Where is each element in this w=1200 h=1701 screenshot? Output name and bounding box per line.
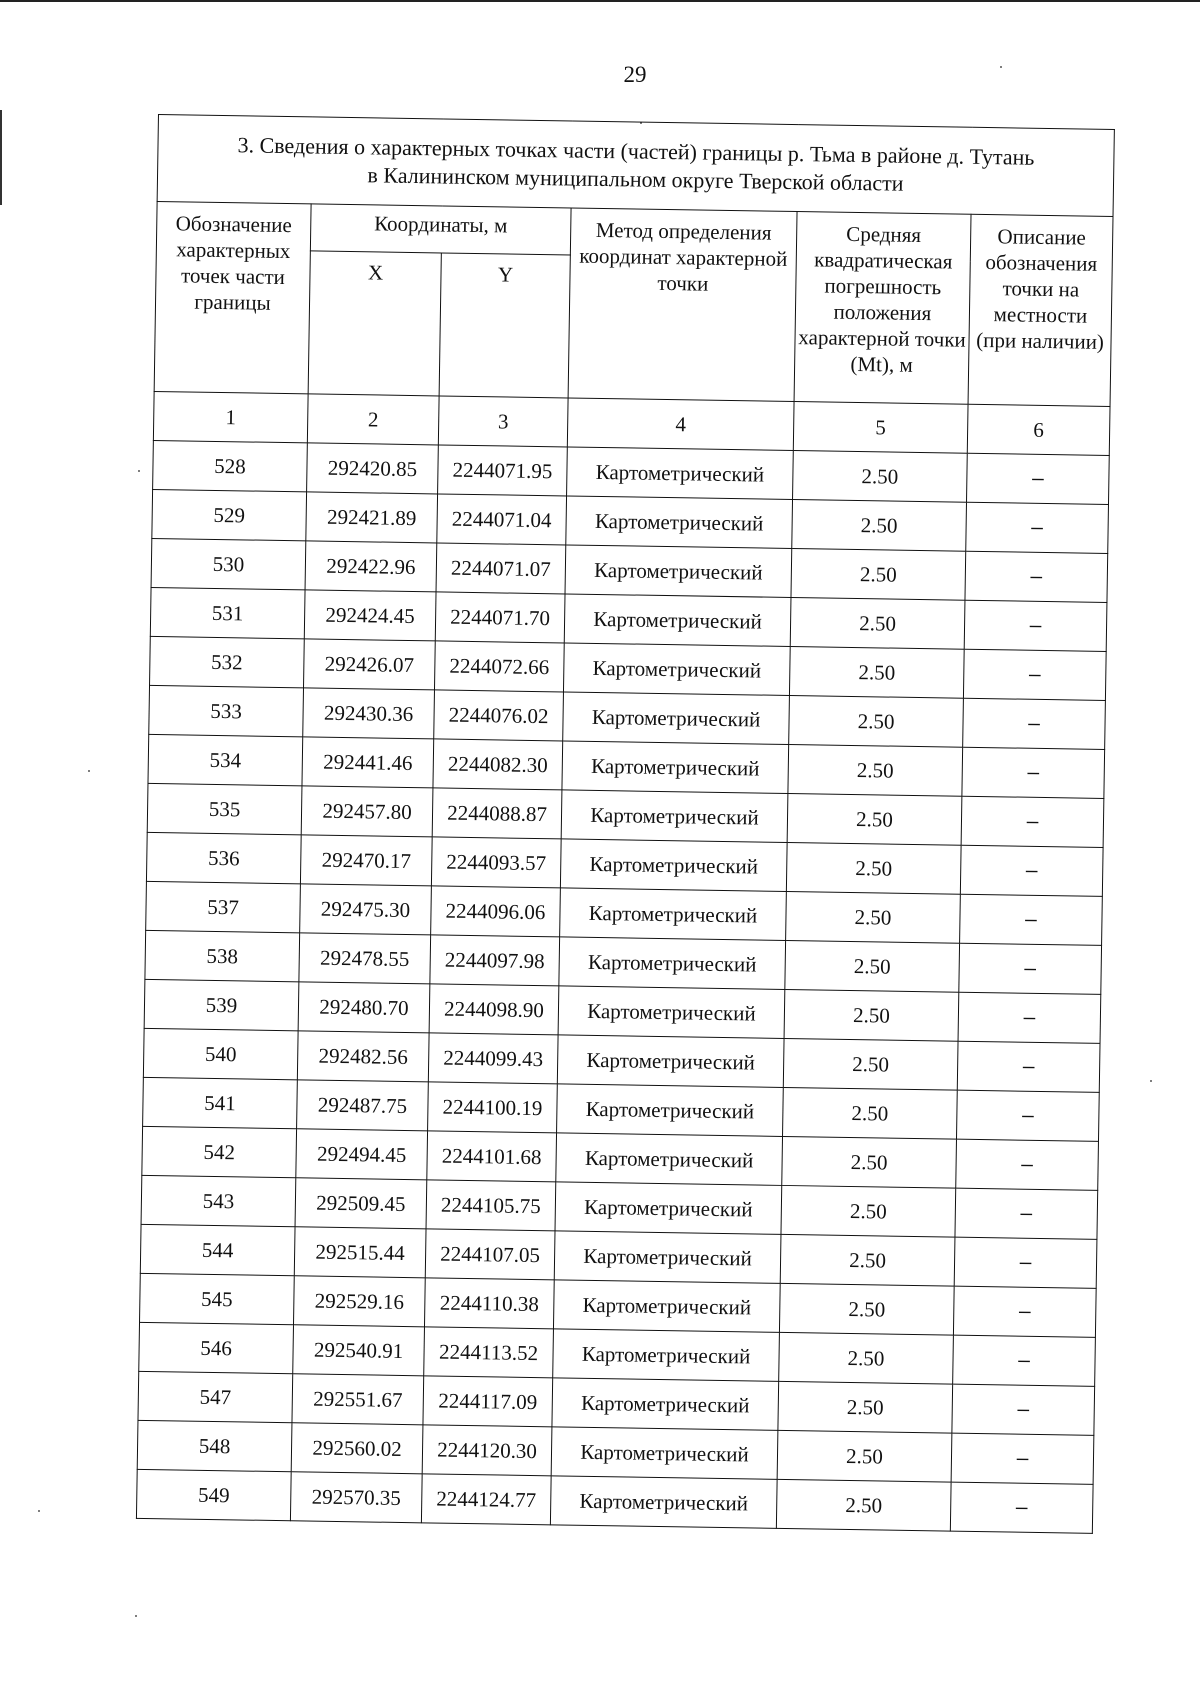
cell-description: – bbox=[955, 1188, 1098, 1239]
cell-point: 537 bbox=[146, 881, 301, 932]
cell-method: Картометрический bbox=[557, 1035, 784, 1088]
scan-top-edge bbox=[0, 0, 1200, 2]
cell-description: – bbox=[963, 698, 1106, 749]
cell-description: – bbox=[963, 649, 1106, 700]
scan-speck bbox=[1150, 1080, 1152, 1082]
cell-x: 292420.85 bbox=[307, 443, 439, 494]
cell-error: 2.50 bbox=[779, 1332, 954, 1384]
cell-method: Картометрический bbox=[553, 1280, 780, 1333]
cell-description: – bbox=[950, 1482, 1093, 1533]
cell-x: 292424.45 bbox=[304, 590, 436, 641]
header-method: Метод определения координат характерной точки bbox=[568, 208, 797, 402]
cell-x: 292470.17 bbox=[300, 835, 432, 886]
header-error: Средняя квадратическая погрешность положения характерной точки (Mt), м bbox=[794, 212, 971, 405]
cell-method: Картометрический bbox=[554, 1231, 781, 1284]
cell-error: 2.50 bbox=[780, 1234, 955, 1286]
page-number: 29 bbox=[623, 62, 647, 87]
cell-method: Картометрический bbox=[562, 741, 789, 794]
header-coordinates: Координаты, м bbox=[310, 204, 571, 255]
cell-error: 2.50 bbox=[776, 1479, 951, 1531]
cell-point: 530 bbox=[151, 538, 306, 589]
cell-point: 531 bbox=[150, 587, 305, 638]
cell-point: 539 bbox=[144, 979, 299, 1030]
cell-description: – bbox=[953, 1335, 1096, 1386]
cell-error: 2.50 bbox=[783, 1038, 958, 1090]
cell-method: Картометрический bbox=[560, 888, 787, 941]
cell-error: 2.50 bbox=[778, 1381, 953, 1433]
scan-speck bbox=[38, 1510, 40, 1512]
cell-error: 2.50 bbox=[791, 549, 966, 601]
cell-x: 292487.75 bbox=[297, 1080, 429, 1131]
cell-point: 538 bbox=[145, 930, 300, 981]
cell-method: Картометрический bbox=[552, 1378, 779, 1431]
cell-error: 2.50 bbox=[781, 1185, 956, 1237]
cell-method: Картометрический bbox=[556, 1133, 783, 1186]
cell-description: – bbox=[961, 796, 1104, 847]
cell-description: – bbox=[959, 943, 1102, 994]
cell-point: 544 bbox=[140, 1224, 295, 1275]
cell-y: 2244099.43 bbox=[428, 1033, 558, 1084]
cell-x: 292540.91 bbox=[293, 1325, 425, 1376]
cell-y: 2244117.09 bbox=[423, 1376, 553, 1427]
cell-y: 2244100.19 bbox=[428, 1082, 558, 1133]
cell-method: Картометрический bbox=[551, 1427, 778, 1480]
cell-y: 2244093.57 bbox=[431, 837, 561, 888]
scan-speck bbox=[135, 1615, 137, 1617]
cell-y: 2244120.30 bbox=[422, 1425, 552, 1476]
cell-y: 2244071.04 bbox=[437, 494, 567, 545]
cell-description: – bbox=[962, 747, 1105, 798]
scan-speck bbox=[88, 770, 90, 772]
column-number: 4 bbox=[567, 398, 794, 451]
cell-error: 2.50 bbox=[789, 646, 964, 698]
column-number: 3 bbox=[438, 396, 568, 447]
cell-y: 2244076.02 bbox=[434, 690, 564, 741]
cell-method: Картометрический bbox=[563, 643, 790, 696]
cell-method: Картометрический bbox=[566, 496, 793, 549]
cell-y: 2244124.77 bbox=[421, 1474, 551, 1525]
cell-description: – bbox=[951, 1433, 1094, 1484]
cell-point: 533 bbox=[149, 685, 304, 736]
cell-error: 2.50 bbox=[793, 451, 968, 503]
cell-x: 292509.45 bbox=[295, 1178, 427, 1229]
cell-description: – bbox=[967, 453, 1110, 504]
cell-x: 292551.67 bbox=[292, 1374, 424, 1425]
cell-x: 292515.44 bbox=[294, 1227, 426, 1278]
cell-error: 2.50 bbox=[777, 1430, 952, 1482]
cell-error: 2.50 bbox=[786, 891, 961, 943]
cell-y: 2244098.90 bbox=[429, 984, 559, 1035]
cell-description: – bbox=[956, 1090, 1099, 1141]
cell-x: 292482.56 bbox=[297, 1031, 429, 1082]
cell-point: 542 bbox=[142, 1126, 297, 1177]
cell-error: 2.50 bbox=[785, 940, 960, 992]
column-number: 2 bbox=[307, 394, 439, 445]
cell-x: 292478.55 bbox=[299, 933, 431, 984]
points-table-container bbox=[136, 114, 1114, 1534]
cell-x: 292422.96 bbox=[305, 541, 437, 592]
cell-error: 2.50 bbox=[790, 598, 965, 650]
cell-y: 2244071.70 bbox=[435, 592, 565, 643]
cell-method: Картометрический bbox=[550, 1476, 777, 1529]
cell-x: 292475.30 bbox=[300, 884, 432, 935]
cell-y: 2244088.87 bbox=[432, 788, 562, 839]
cell-error: 2.50 bbox=[788, 744, 963, 796]
cell-method: Картометрический bbox=[558, 986, 785, 1039]
cell-y: 2244107.05 bbox=[425, 1229, 555, 1280]
cell-point: 541 bbox=[143, 1077, 298, 1128]
cell-x: 292457.80 bbox=[301, 786, 433, 837]
cell-x: 292570.35 bbox=[290, 1472, 422, 1523]
cell-description: – bbox=[966, 502, 1109, 553]
header-description: Описание обозначения точки на местности (при наличии) bbox=[968, 214, 1113, 406]
cell-method: Картометрический bbox=[561, 790, 788, 843]
cell-x: 292494.45 bbox=[296, 1129, 428, 1180]
cell-y: 2244071.07 bbox=[436, 543, 566, 594]
table-caption-line1: 3. Сведения о характерных точках части (частей) границы р. Тьма в районе д. Тутань bbox=[237, 132, 1035, 170]
cell-method: Картометрический bbox=[565, 545, 792, 598]
cell-method: Картометрический bbox=[567, 447, 794, 500]
cell-y: 2244113.52 bbox=[424, 1327, 554, 1378]
cell-point: 535 bbox=[147, 783, 302, 834]
column-number: 6 bbox=[967, 404, 1110, 455]
cell-y: 2244101.68 bbox=[427, 1131, 557, 1182]
cell-point: 546 bbox=[139, 1322, 294, 1373]
cell-error: 2.50 bbox=[787, 793, 962, 845]
cell-point: 549 bbox=[136, 1469, 291, 1520]
cell-error: 2.50 bbox=[782, 1136, 957, 1188]
cell-x: 292529.16 bbox=[293, 1276, 425, 1327]
scan-speck bbox=[138, 470, 140, 472]
cell-description: – bbox=[954, 1237, 1097, 1288]
table-caption bbox=[157, 115, 1114, 217]
cell-point: 545 bbox=[140, 1273, 295, 1324]
cell-y: 2244096.06 bbox=[431, 886, 561, 937]
cell-description: – bbox=[958, 992, 1101, 1043]
cell-x: 292560.02 bbox=[291, 1423, 423, 1474]
cell-method: Картометрический bbox=[564, 594, 791, 647]
cell-point: 536 bbox=[146, 832, 301, 883]
cell-method: Картометрический bbox=[560, 839, 787, 892]
header-y: Y bbox=[439, 253, 570, 398]
cell-x: 292430.36 bbox=[303, 688, 435, 739]
header-x: X bbox=[308, 251, 441, 396]
header-designation: Обозначение характерных точек части границы bbox=[154, 201, 311, 393]
column-number: 1 bbox=[153, 391, 308, 442]
cell-description: – bbox=[952, 1384, 1095, 1435]
cell-x: 292480.70 bbox=[298, 982, 430, 1033]
column-number: 5 bbox=[793, 402, 968, 454]
cell-method: Картометрический bbox=[553, 1329, 780, 1382]
cell-point: 529 bbox=[152, 489, 307, 540]
table-body bbox=[136, 440, 1109, 1533]
cell-y: 2244110.38 bbox=[424, 1278, 554, 1329]
cell-y: 2244072.66 bbox=[434, 641, 564, 692]
cell-y: 2244071.95 bbox=[438, 445, 568, 496]
cell-y: 2244097.98 bbox=[430, 935, 560, 986]
cell-method: Картометрический bbox=[555, 1182, 782, 1235]
cell-point: 534 bbox=[148, 734, 303, 785]
table-caption-line2: в Калининском муниципальном округе Тверской области bbox=[367, 162, 904, 196]
cell-error: 2.50 bbox=[784, 989, 959, 1041]
cell-point: 543 bbox=[141, 1175, 296, 1226]
cell-description: – bbox=[964, 600, 1107, 651]
cell-x: 292426.07 bbox=[304, 639, 436, 690]
characteristic-points-table bbox=[136, 114, 1115, 1534]
cell-description: – bbox=[965, 551, 1108, 602]
cell-description: – bbox=[953, 1286, 1096, 1337]
cell-method: Картометрический bbox=[563, 692, 790, 745]
cell-y: 2244105.75 bbox=[426, 1180, 556, 1231]
cell-description: – bbox=[957, 1041, 1100, 1092]
cell-description: – bbox=[960, 894, 1103, 945]
cell-point: 547 bbox=[138, 1371, 293, 1422]
cell-method: Картометрический bbox=[559, 937, 786, 990]
cell-error: 2.50 bbox=[779, 1283, 954, 1335]
cell-point: 532 bbox=[150, 636, 305, 687]
cell-x: 292441.46 bbox=[302, 737, 434, 788]
cell-error: 2.50 bbox=[786, 842, 961, 894]
cell-description: – bbox=[956, 1139, 1099, 1190]
cell-description: – bbox=[960, 845, 1103, 896]
cell-point: 548 bbox=[137, 1420, 292, 1471]
cell-point: 528 bbox=[153, 440, 308, 491]
cell-method: Картометрический bbox=[557, 1084, 784, 1137]
cell-error: 2.50 bbox=[789, 695, 964, 747]
cell-error: 2.50 bbox=[792, 500, 967, 552]
scan-left-edge bbox=[0, 110, 2, 205]
cell-y: 2244082.30 bbox=[433, 739, 563, 790]
cell-point: 540 bbox=[143, 1028, 298, 1079]
cell-error: 2.50 bbox=[783, 1087, 958, 1139]
cell-x: 292421.89 bbox=[306, 492, 438, 543]
